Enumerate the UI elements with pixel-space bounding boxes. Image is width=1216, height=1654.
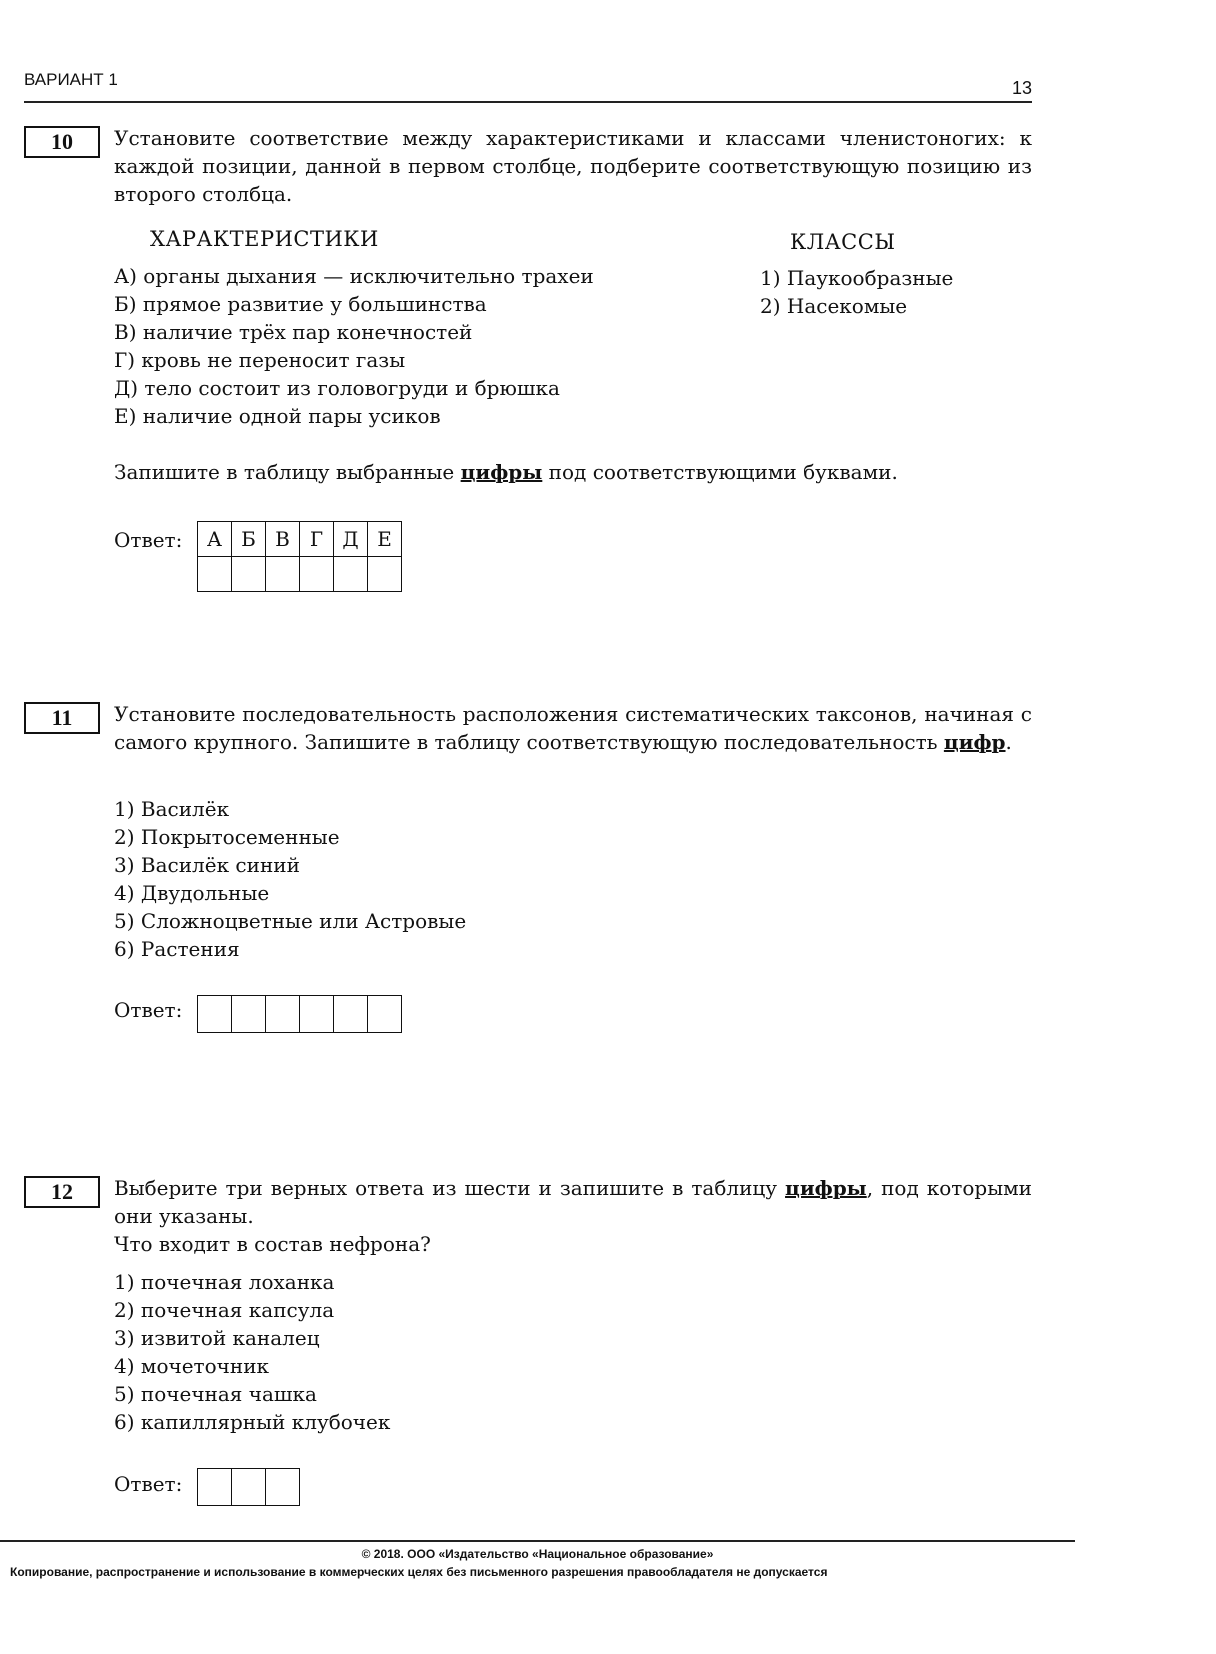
task-11-answer-table bbox=[197, 995, 402, 1033]
answer-cell[interactable] bbox=[334, 996, 368, 1033]
option-item: 5) Сложноцветные или Астровые bbox=[114, 909, 467, 933]
characteristics-list bbox=[114, 262, 594, 430]
task-12-prompt: Выберите три верных ответа из шести и запишите в таблицу цифры, под которыми они указаны. bbox=[114, 1176, 1032, 1228]
option-item: 2) Покрытосеменные bbox=[114, 825, 340, 849]
task-12-question: Что входит в состав нефрона? bbox=[114, 1232, 431, 1256]
table-letter-cell: Д bbox=[334, 522, 368, 557]
option-item: 4) Двудольные bbox=[114, 881, 270, 905]
answer-cell[interactable] bbox=[232, 996, 266, 1033]
option-item: 6) Растения bbox=[114, 937, 240, 961]
table-letter-cell: А bbox=[198, 522, 232, 557]
task-11-options bbox=[114, 795, 466, 963]
answer-cell[interactable] bbox=[266, 557, 300, 592]
answer-cell[interactable] bbox=[266, 1469, 300, 1506]
instruction-emphasis: цифры bbox=[460, 460, 543, 484]
class-item: 2) Насекомые bbox=[760, 294, 908, 318]
table-letter-cell: Е bbox=[368, 522, 402, 557]
task-10-prompt: Установите соответствие между характеристиками и классами членистоногих: к каждой позиции, данной в первом столбце, подберите соответствующую позицию из второго столбца. bbox=[114, 126, 1032, 206]
option-item: 4) мочеточник bbox=[114, 1354, 270, 1378]
answer-cell[interactable] bbox=[368, 557, 402, 592]
task-12-answer-label: Ответ: bbox=[114, 1472, 183, 1496]
answer-cell[interactable] bbox=[368, 996, 402, 1033]
task-10-answer-table bbox=[197, 521, 402, 592]
answer-cell[interactable] bbox=[232, 1469, 266, 1506]
characteristic-item: Г) кровь не переносит газы bbox=[114, 348, 406, 372]
footer-notice: Копирование, распространение и использование в коммерческих целях без письменного разрешения правообладателя не допускается bbox=[10, 1565, 828, 1579]
prompt-emphasis: цифр bbox=[943, 730, 1006, 754]
classes-list bbox=[760, 264, 953, 320]
answer-cell[interactable] bbox=[198, 557, 232, 592]
characteristic-item: В) наличие трёх пар конечностей bbox=[114, 320, 473, 344]
answer-cell[interactable] bbox=[300, 996, 334, 1033]
characteristic-item: Б) прямое развитие у большинства bbox=[114, 292, 487, 316]
task-10-instruction: Запишите в таблицу выбранные цифры под соответствующими буквами. bbox=[114, 460, 898, 484]
answer-cell[interactable] bbox=[198, 1469, 232, 1506]
option-item: 6) капиллярный клубочек bbox=[114, 1410, 391, 1434]
characteristic-item: А) органы дыхания — исключительно трахеи bbox=[114, 264, 594, 288]
task-10-answer-label: Ответ: bbox=[114, 528, 183, 552]
footer-copyright: © 2018. ООО «Издательство «Национальное образование» bbox=[361, 1547, 714, 1561]
characteristic-item: Е) наличие одной пары усиков bbox=[114, 404, 441, 428]
option-item: 1) Василёк bbox=[114, 797, 230, 821]
task-12-number: 12 bbox=[24, 1176, 100, 1208]
variant-label: ВАРИАНТ 1 bbox=[24, 70, 118, 89]
table-letter-cell: Г bbox=[300, 522, 334, 557]
task-10-number: 10 bbox=[24, 126, 100, 158]
header-divider bbox=[24, 101, 1032, 103]
answer-cell[interactable] bbox=[334, 557, 368, 592]
option-item: 1) почечная лоханка bbox=[114, 1270, 335, 1294]
option-item: 3) извитой каналец bbox=[114, 1326, 320, 1350]
class-item: 1) Паукообразные bbox=[760, 266, 954, 290]
task-11-answer-label: Ответ: bbox=[114, 998, 183, 1022]
characteristic-item: Д) тело состоит из головогруди и брюшка bbox=[114, 376, 560, 400]
task-12-answer-table bbox=[197, 1468, 300, 1506]
task-11-number: 11 bbox=[24, 702, 100, 734]
table-letter-cell: Б bbox=[232, 522, 266, 557]
option-item: 5) почечная чашка bbox=[114, 1382, 317, 1406]
prompt-emphasis: цифры bbox=[785, 1176, 867, 1200]
option-item: 3) Василёк синий bbox=[114, 853, 300, 877]
option-item: 2) почечная капсула bbox=[114, 1298, 335, 1322]
characteristics-heading: ХАРАКТЕРИСТИКИ bbox=[150, 227, 379, 251]
task-11-prompt: Установите последовательность расположения систематических таксонов, начиная с самого крупного. Запишите в таблицу соответствующую последовательность цифр. bbox=[114, 702, 1032, 754]
page-number: 13 bbox=[1012, 78, 1033, 98]
answer-cell[interactable] bbox=[198, 996, 232, 1033]
classes-heading: КЛАССЫ bbox=[790, 230, 896, 254]
answer-cell[interactable] bbox=[232, 557, 266, 592]
answer-cell[interactable] bbox=[300, 557, 334, 592]
task-12-options bbox=[114, 1268, 390, 1436]
answer-cell[interactable] bbox=[266, 996, 300, 1033]
footer-divider bbox=[0, 1540, 1075, 1542]
table-letter-cell: В bbox=[266, 522, 300, 557]
